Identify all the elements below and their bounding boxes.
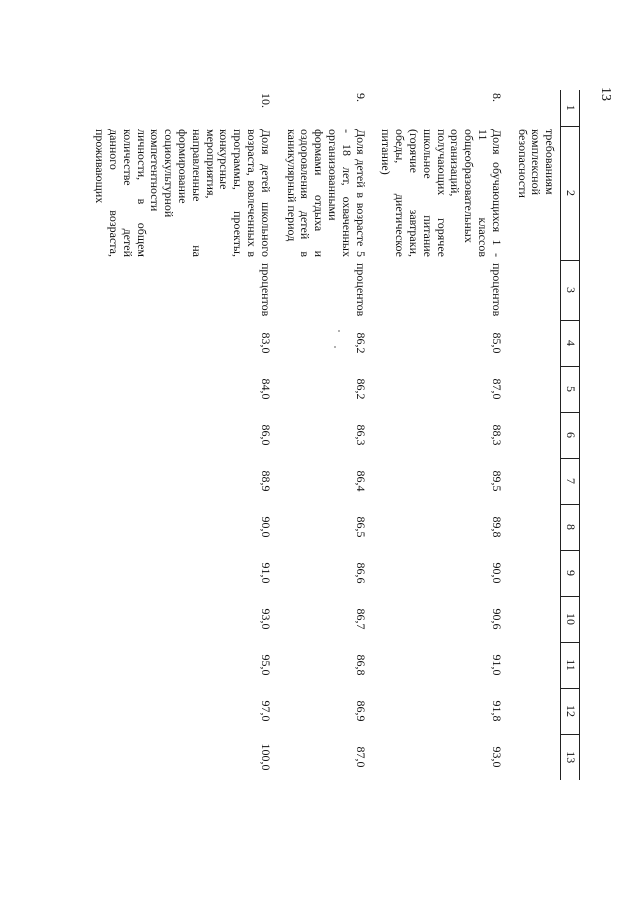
row-index: 8. [489, 93, 504, 102]
scan-speck [334, 346, 336, 348]
value-cell: 86,6 [353, 562, 368, 584]
table-row [87, 90, 278, 780]
indicator-name: Доля детей школьного возраста, вовлеченных в программы, проекты, конкурсные мероприятия, направленные на формирование социокультурной компетентности личности, в общем количестве детей данного возраста, проживающих [93, 129, 273, 257]
value-cell: 86,4 [353, 470, 368, 492]
row-index: 9. [353, 93, 368, 102]
table-row [373, 90, 509, 780]
column-header: 9 [561, 550, 580, 596]
table-row [509, 90, 561, 780]
page-number: 13 [598, 87, 613, 101]
column-header: 2 [561, 126, 580, 260]
unit-cell: процентов [353, 263, 368, 317]
value-cell: 89,5 [489, 470, 504, 492]
value-cell: 86,3 [353, 424, 368, 446]
row-index: 10. [258, 93, 273, 108]
value-cell: 93,0 [258, 608, 273, 630]
value-cell: 100,0 [258, 743, 273, 771]
value-cell: 86,0 [258, 424, 273, 446]
column-header: 10 [561, 596, 580, 642]
value-cell: 90,6 [489, 608, 504, 630]
value-cell: 91,0 [258, 562, 273, 584]
rotated-table-area [60, 90, 580, 860]
column-header: 13 [561, 734, 580, 780]
value-cell: 85,0 [489, 332, 504, 354]
continuation-text: требованиям комплексной безопасности [515, 129, 558, 198]
column-header: 6 [561, 412, 580, 458]
value-cell: 86,2 [353, 378, 368, 400]
scan-speck [338, 330, 340, 332]
column-header: 7 [561, 458, 580, 504]
column-header: 5 [561, 366, 580, 412]
value-cell: 89,8 [489, 516, 504, 538]
data-table [87, 90, 581, 780]
column-header: 4 [561, 320, 580, 366]
indicator-name: Доля обучающихся 1 - 11 классов общеобразовательных организаций, получающих горячее школьное питание (горячие завтраки, обеды, диетическое питание) [379, 129, 504, 257]
value-cell: 91,8 [489, 700, 504, 722]
column-header: 11 [561, 642, 580, 688]
value-cell: 83,0 [258, 332, 273, 354]
value-cell: 90,0 [258, 516, 273, 538]
value-cell: 87,0 [489, 378, 504, 400]
value-cell: 86,5 [353, 516, 368, 538]
value-cell: 88,9 [258, 470, 273, 492]
indicator-name: Доля детей в возрасте 5 - 18 лет, охваченных организованными формами отдыха и оздоровления детей в каникулярный период [284, 129, 368, 257]
column-header: 8 [561, 504, 580, 550]
value-cell: 91,0 [489, 654, 504, 676]
value-cell: 97,0 [258, 700, 273, 722]
value-cell: 86,7 [353, 608, 368, 630]
value-cell: 95,0 [258, 654, 273, 676]
value-cell: 93,0 [489, 746, 504, 768]
value-cell: 87,0 [353, 746, 368, 768]
table-row [278, 90, 373, 780]
value-cell: 88,3 [489, 424, 504, 446]
unit-cell: процентов [258, 263, 273, 317]
value-cell: 84,0 [258, 378, 273, 400]
value-cell: 86,9 [353, 700, 368, 722]
column-header: 12 [561, 688, 580, 734]
column-header: 3 [561, 260, 580, 320]
column-header: 1 [561, 90, 580, 126]
value-cell: 86,8 [353, 654, 368, 676]
unit-cell: процентов [489, 263, 504, 317]
value-cell: 86,2 [353, 332, 368, 354]
column-number-row [561, 90, 580, 780]
value-cell: 90,0 [489, 562, 504, 584]
